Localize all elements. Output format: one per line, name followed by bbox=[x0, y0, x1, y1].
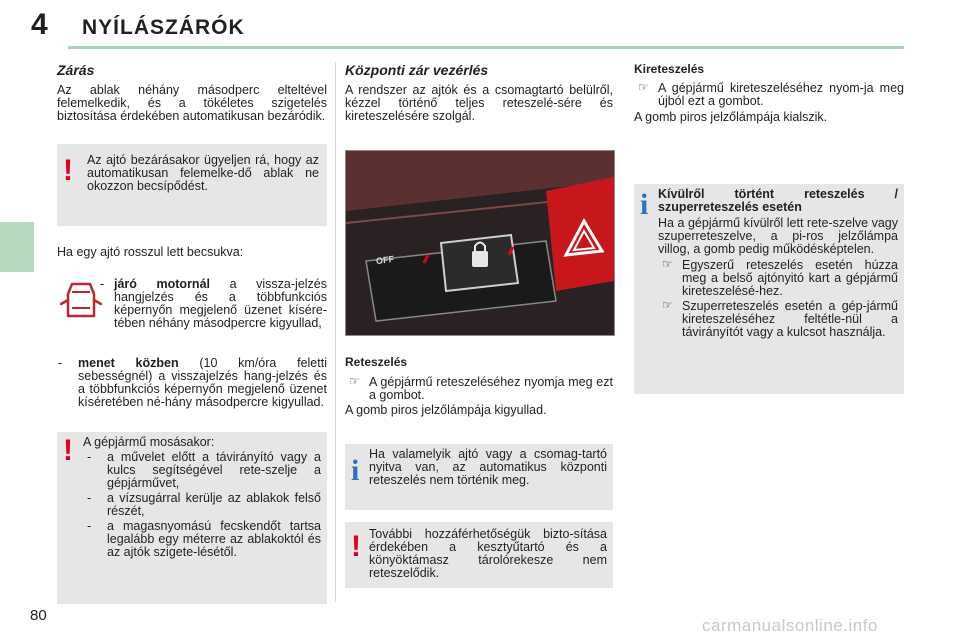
washing-item-3: - a magasnyomású fecskendőt tartsa legalább egy méterre az ablakoktól és az ajtók szigete-lésétől. bbox=[87, 519, 321, 559]
section-heading-closing: Zárás bbox=[57, 62, 95, 78]
warning-icon: ! bbox=[351, 530, 361, 563]
lock-item: ☞ A gépjármű reteszeléséhez nyomja meg ezt a gombot. bbox=[349, 374, 613, 402]
warning-box-pinch bbox=[57, 144, 327, 226]
info-icon: i bbox=[640, 188, 649, 221]
door-open-label: Ha egy ajtó rosszul lett becsukva: bbox=[57, 245, 244, 259]
chapter-side-tab bbox=[0, 222, 34, 272]
column-divider bbox=[335, 62, 336, 602]
unlock-item: ☞ A gépjármű kireteszeléséhez nyom-ja meg újból ezt a gombot. bbox=[638, 80, 904, 108]
driving-item: - menet közben (10 km/óra feletti sebességnél) a visszajelzés hang-jelzés és a többfunkciós képernyőn megjelenő üzenet kíséretében né-hány másodpercre kigyullad. bbox=[58, 356, 327, 409]
exterior-lock-item-1: ☞ Egyszerű reteszelés esetén húzza meg a belső ajtónyitó kart a gépjármű kireteszelésé-hez. bbox=[662, 257, 898, 298]
title-rule bbox=[68, 46, 904, 49]
engine-running-text: a vissza-jelzés hangjelzés és a többfunkciós képernyőn megjelenő üzenet kísére-tében néhány másodpercre kigyullad, bbox=[114, 277, 327, 330]
chapter-number: 4 bbox=[31, 8, 48, 41]
warning-icon: ! bbox=[63, 154, 73, 187]
warning-glovebox-text: További hozzáférhetőségük bizto-sítása érdekében a kesztyűtartó és a könyöktámasz tárolórekesze nem reteszelődik. bbox=[369, 527, 607, 580]
exterior-lock-item-2: ☞ Szuperreteszelés esetén a gép-jármű kireteszeléséhez feltétle-nül a távirányítót vagy a kulcsot használja. bbox=[662, 298, 898, 339]
page-number: 80 bbox=[30, 607, 47, 624]
chapter-title: NYÍLÁSZÁRÓK bbox=[82, 16, 245, 39]
closing-intro: Az ablak néhány másodperc elteltével felemelkedik, és a tökéletes szigetelés biztosítása érdekében automatikusan bezáródik. bbox=[57, 83, 327, 123]
washing-list bbox=[83, 451, 321, 559]
unlock-list bbox=[634, 82, 904, 110]
info-exterior-lock-content bbox=[658, 188, 898, 341]
warning-washing-content bbox=[83, 436, 321, 561]
info-icon: i bbox=[351, 454, 360, 487]
lock-note: A gomb piros jelzőlámpája kigyullad. bbox=[345, 403, 547, 417]
central-lock-button-photo bbox=[345, 150, 615, 336]
info-door-open-text: Ha valamelyik ajtó vagy a csomag-tartó nyitva van, az automatikus központi reteszelés nem történik meg. bbox=[369, 447, 607, 487]
pointer-icon: ☞ bbox=[662, 257, 673, 271]
warning-pinch-text: Az ajtó bezárásakor ügyeljen rá, hogy az automatikusan felemelke-dő ablak ne okozzon becsípődést. bbox=[87, 153, 319, 193]
info-box-door-open bbox=[345, 444, 613, 510]
door-open-car-icon bbox=[60, 280, 102, 322]
engine-running-bold: járó motornál bbox=[114, 277, 210, 291]
washing-title: A gépjármű mosásakor: bbox=[83, 435, 215, 449]
engine-running-item: - járó motornál a vissza-jelzés hangjelzés és a többfunkciós képernyőn megjelenő üzenet kísére-tében néhány másodpercre kigyullad, bbox=[100, 277, 327, 330]
warning-icon: ! bbox=[63, 434, 73, 467]
exterior-lock-list bbox=[658, 259, 898, 339]
washing-item-1: - a művelet előtt a távirányító vagy a kulcs segítségével rete-szelje a gépjárművet, bbox=[87, 450, 321, 490]
pointer-icon: ☞ bbox=[662, 298, 673, 312]
watermark: carmanualsonline.info bbox=[702, 616, 878, 635]
info-exterior-lock-text: Ha a gépjármű kívülről lett rete-szelve vagy szuperreteszelve, a pi-ros jelzőlámpa villog, a gomb pedig működésképtelen. bbox=[658, 216, 898, 256]
unlock-heading: Kireteszelés bbox=[634, 62, 705, 76]
driving-text: (10 km/óra feletti sebességnél) a visszajelzés hang-jelzés és a többfunkciós képernyőn megjelenő üzenet kíséretében né-hány másodpercre kigyullad. bbox=[78, 356, 327, 409]
info-exterior-lock-title: Kívülről történt reteszelés / szuperreteszelés esetén bbox=[658, 187, 898, 214]
warning-box-washing bbox=[57, 432, 327, 604]
info-box-exterior-lock bbox=[634, 184, 904, 394]
section-heading-central-lock: Központi zár vezérlés bbox=[345, 62, 489, 78]
pointer-icon: ☞ bbox=[638, 80, 649, 94]
lock-heading: Reteszelés bbox=[345, 355, 408, 369]
central-lock-intro: A rendszer az ajtók és a csomagtartó belülről, kézzel történő teljes reteszelé-sére és kireteszelésére szolgál. bbox=[345, 83, 613, 123]
lock-list bbox=[345, 376, 613, 404]
off-label: OFF bbox=[375, 253, 395, 267]
warning-box-glovebox bbox=[345, 522, 613, 588]
unlock-note: A gomb piros jelzőlámpája kialszik. bbox=[634, 110, 828, 124]
washing-item-2: - a vízsugárral kerülje az ablakok felső részét, bbox=[87, 491, 321, 518]
pointer-icon: ☞ bbox=[349, 374, 360, 388]
driving-bold: menet közben bbox=[78, 356, 179, 370]
